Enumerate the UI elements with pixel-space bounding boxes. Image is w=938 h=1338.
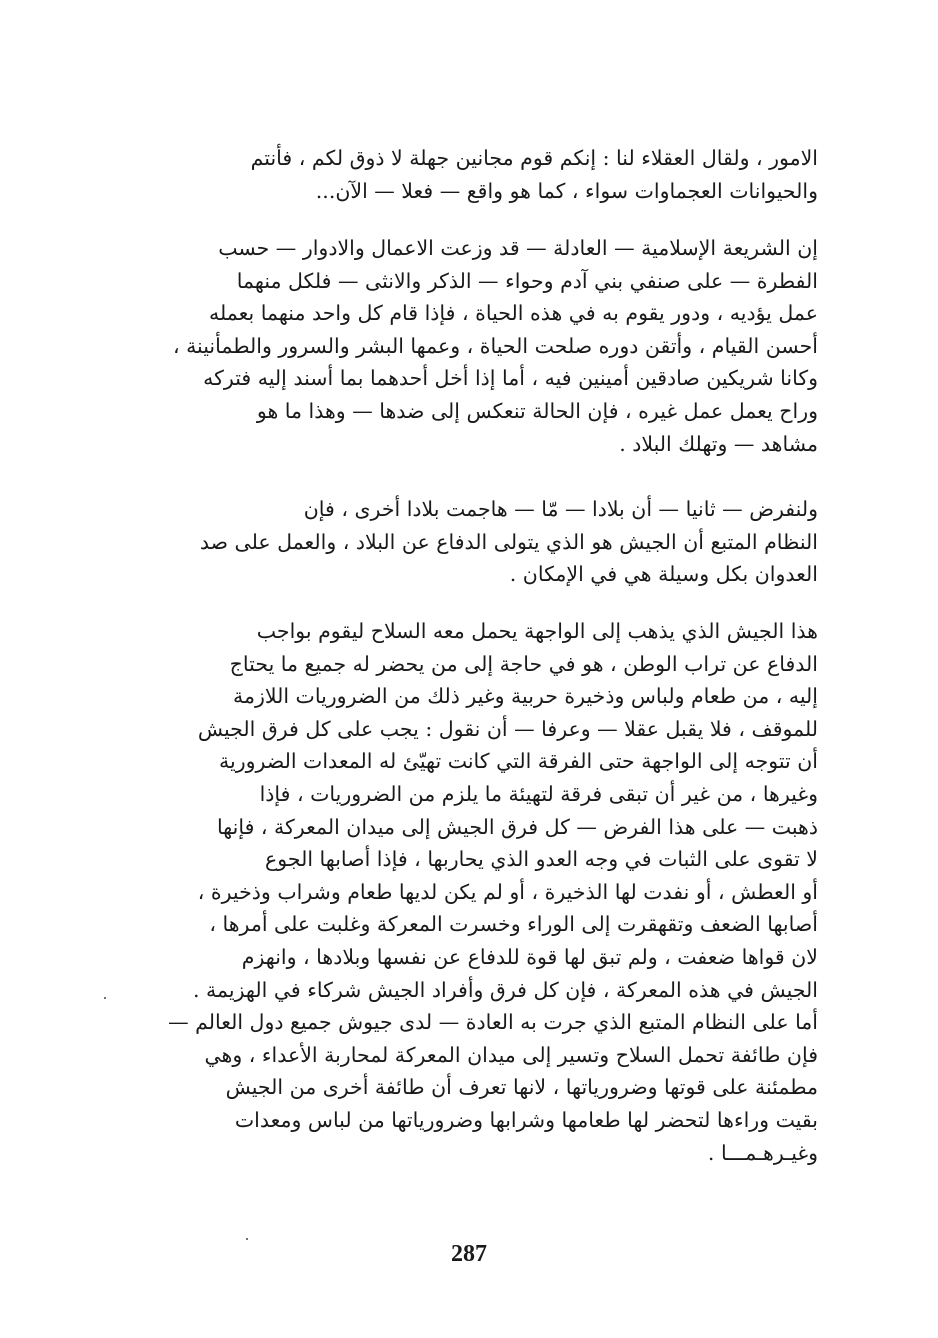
paragraph-2: إن الشريعة الإسلامية — العادلة — قد وزعت الاعمال والادوار — حسب الفطرة — على صنفي بني آدم وحواء — الذكر والانثى — فلكل منهما عمل يؤديه ، ودور يقوم به في هذه الحياة ، فإذا قام كل واحد منهما بعمله أحسن القيام ، وأتقن دوره صلحت الحياة ، وعمها البشر والسرور والطمأنينة ، وكانا شريكين صادقين أمينين فيه ، أما إذا أخل أحدهما بما أسند إليه فتركه وراح يعمل عمل غيره ، فإن الحالة تنعكس إلى ضدها — وهذا ما هو مشاهد — وتهلك البلاد . xyxy=(172,236,818,456)
paragraph-4: هذا الجيش الذي يذهب إلى الواجهة يحمل معه السلاح ليقوم بواجب الدفاع عن تراب الوطن ، هو في حاجة إلى من يحضر له جميع ما يحتاج إليه ، من طعام ولباس وذخيرة حربية وغير ذلك من الضروريات اللازمة للموقف ، فلا يقبل عقلا — وعرفا — أن نقول : يجب على كل فرق الجيش أن تتوجه إلى الواجهة حتى الفرقة التي كانت تهيّئ له المعدات الضرورية وغيرها ، من غير أن تبقى فرقة لتهيئة ما يلزم من الضروريات ، فإذا ذهبت — على هذا الفرض — كل فرق الجيش إلى ميدان المعركة ، فإنها لا تقوى على الثبات في وجه العدو الذي يحاربها ، فإذا أصابها الجوع أو العطش ، أو نفدت لها الذخيرة ، أو لم يكن لديها طعام وشراب وذخيرة ، أصابها الضعف وتقهقرت إلى الوراء وخسرت المعركة وغلبت على أمرها ، لان قواها ضعفت ، ولم تبق لها قوة للدفاع عن نفسها وبلادها ، وانهزم الجيش في هذه المعركة ، فإن كل فرق وأفراد الجيش شركاء في الهزيمة . أما على النظام المتبع الذي جرت به العادة — لدى جيوش جميع دول العالم — فإن طائفة تحمل السلاح وتسير إلى ميدان المعركة لمحاربة الأعداء ، وهي مطمئنة على قوتها وضرورياتها ، لانها تعرف أن طائفة أخرى من الجيش بقيت وراءها لتحضر لها طعامها وشرابها وضرورياتها من لباس ومعدات وغيـرهـمـــا . xyxy=(168,619,818,1165)
paragraph-1: الامور ، ولقال العقلاء لنا : إنكم قوم مجانين جهلة لا ذوق لكم ، فأنتم والحيوانات العجماوات سواء ، كما هو واقع — فعلا — الآن... xyxy=(250,146,818,203)
scan-speck xyxy=(104,997,106,999)
page-number: 287 xyxy=(451,1241,487,1267)
scan-speck xyxy=(246,1238,248,1240)
paragraph-3: ولنفرض — ثانيا — أن بلادا — مّا — هاجمت بلادا أخرى ، فإن النظام المتبع أن الجيش هو الذي يتولى الدفاع عن البلاد ، والعمل على صد العدوان بكل وسيلة هي في الإمكان . xyxy=(199,497,818,587)
